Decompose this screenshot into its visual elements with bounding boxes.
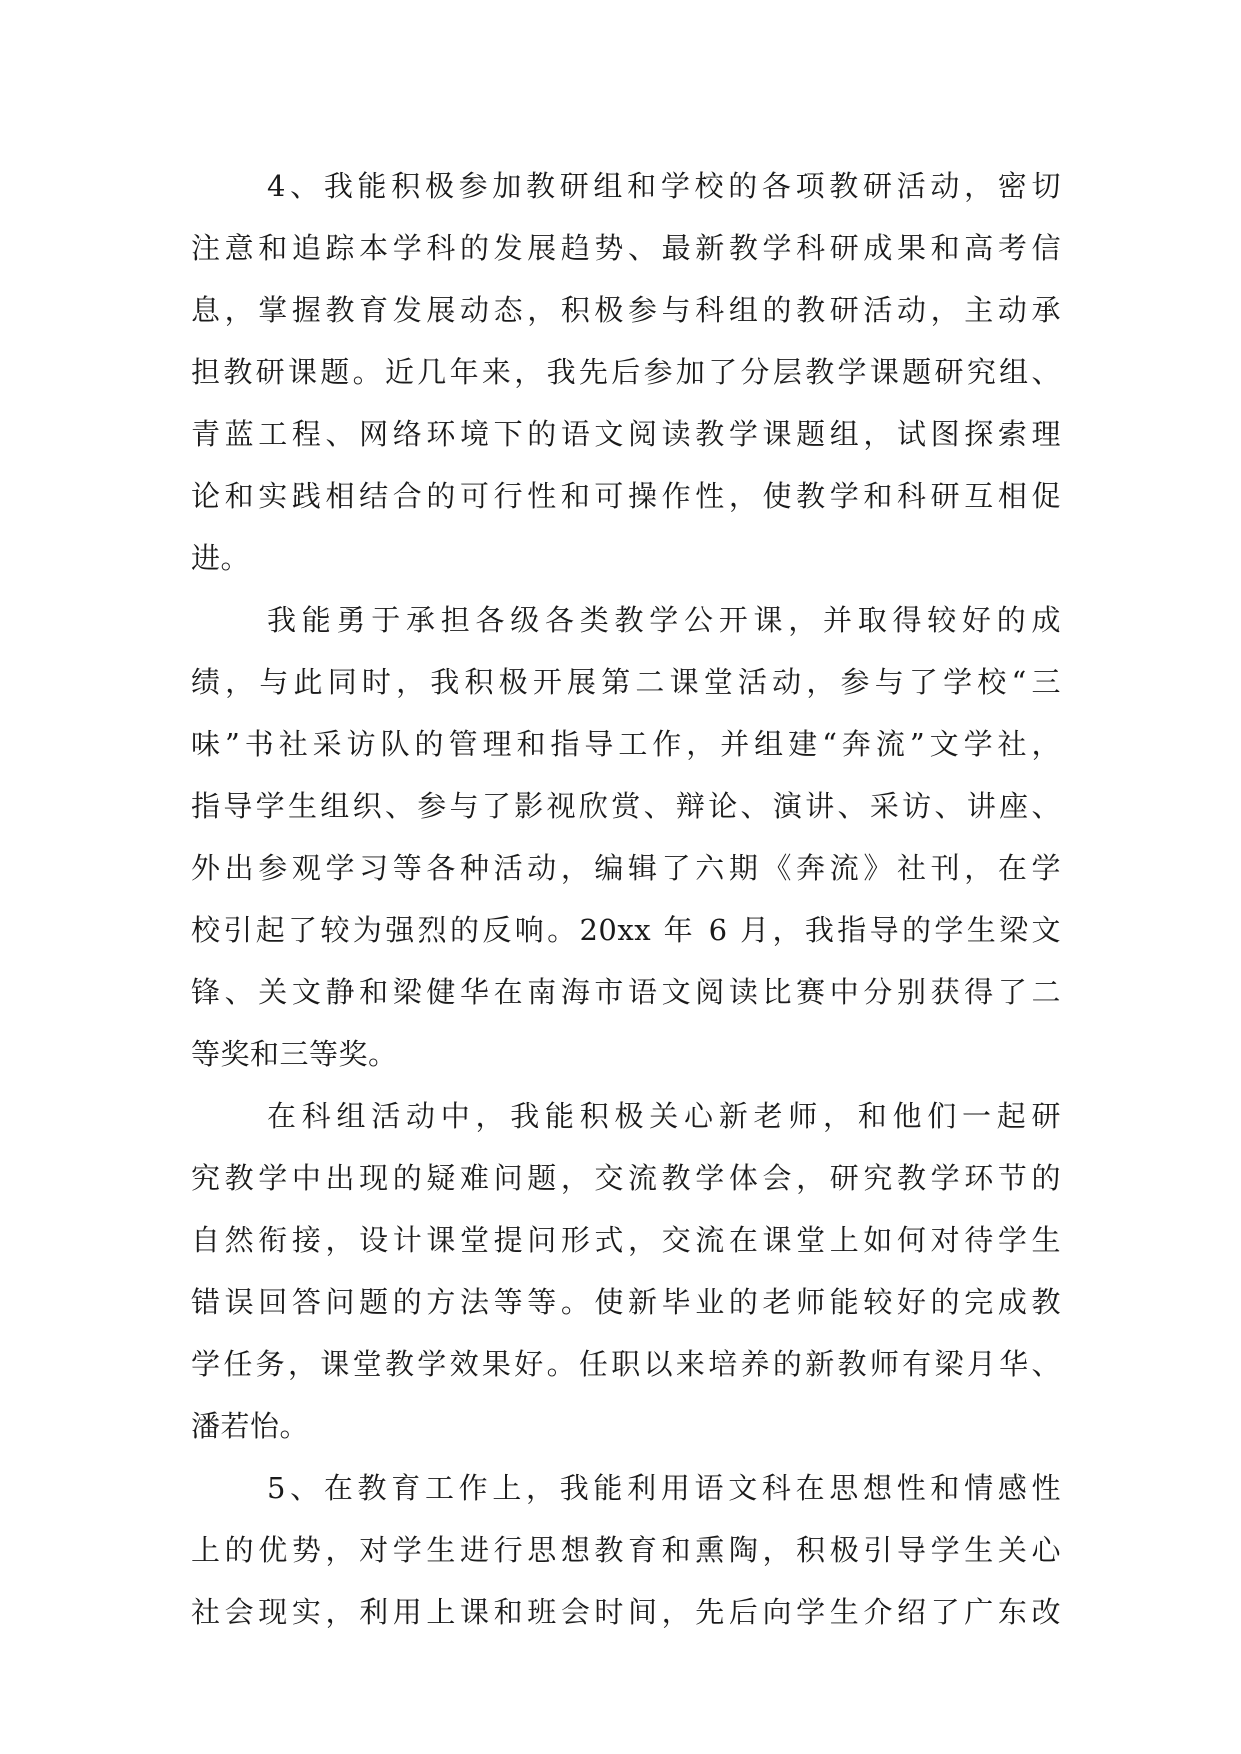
text-line: 我能勇于承担各级各类教学公开课，并取得较好的成 bbox=[267, 603, 1061, 637]
text-line: 5、在教育工作上，我能利用语文科在思想性和情感性 bbox=[267, 1471, 1061, 1505]
text-line: 绩，与此同时，我积极开展第二课堂活动，参与了学校“三 bbox=[191, 665, 1061, 699]
text-line: 究教学中出现的疑难问题，交流教学体会，研究教学环节的 bbox=[191, 1161, 1061, 1195]
text-line: 论和实践相结合的可行性和可操作性，使教学和科研互相促 bbox=[191, 479, 1061, 513]
text-line: 学任务，课堂教学效果好。任职以来培养的新教师有梁月华、 bbox=[191, 1347, 1061, 1381]
text-line: 锋、关文静和梁健华在南海市语文阅读比赛中分别获得了二 bbox=[191, 975, 1061, 1009]
text-line: 上的优势，对学生进行思想教育和熏陶，积极引导学生关心 bbox=[191, 1533, 1061, 1567]
text-line: 息，掌握教育发展动态，积极参与科组的教研活动，主动承 bbox=[191, 293, 1061, 327]
text-line: 担教研课题。近几年来，我先后参加了分层教学课题研究组、 bbox=[191, 355, 1061, 389]
paragraph-3 bbox=[191, 1085, 1061, 1457]
text-line: 社会现实，利用上课和班会时间，先后向学生介绍了广东改 bbox=[191, 1595, 1061, 1629]
text-line: 错误回答问题的方法等等。使新毕业的老师能较好的完成教 bbox=[191, 1285, 1061, 1319]
text-line: 自然衔接，设计课堂提问形式，交流在课堂上如何对待学生 bbox=[191, 1223, 1061, 1257]
text-line: 校引起了较为强烈的反响。20xx 年 6 月，我指导的学生梁文 bbox=[191, 913, 1061, 947]
paragraph-4 bbox=[191, 1457, 1061, 1643]
text-line: 指导学生组织、参与了影视欣赏、辩论、演讲、采访、讲座、 bbox=[191, 789, 1061, 823]
paragraph-2 bbox=[191, 589, 1061, 1085]
text-line: 在科组活动中，我能积极关心新老师，和他们一起研 bbox=[267, 1099, 1061, 1133]
text-line: 等奖和三等奖。 bbox=[191, 1037, 398, 1071]
paragraph-1 bbox=[191, 155, 1061, 589]
text-line: 注意和追踪本学科的发展趋势、最新教学科研成果和高考信 bbox=[191, 231, 1061, 265]
document-body bbox=[191, 155, 1061, 1643]
text-line: 4、我能积极参加教研组和学校的各项教研活动，密切 bbox=[267, 169, 1061, 203]
text-line: 潘若怡。 bbox=[191, 1409, 310, 1443]
text-line: 外出参观学习等各种活动，编辑了六期《奔流》社刊，在学 bbox=[191, 851, 1061, 885]
text-line: 青蓝工程、网络环境下的语文阅读教学课题组，试图探索理 bbox=[191, 417, 1061, 451]
text-line: 进。 bbox=[191, 541, 251, 575]
text-line: 味”书社采访队的管理和指导工作，并组建“奔流”文学社， bbox=[191, 727, 1061, 761]
